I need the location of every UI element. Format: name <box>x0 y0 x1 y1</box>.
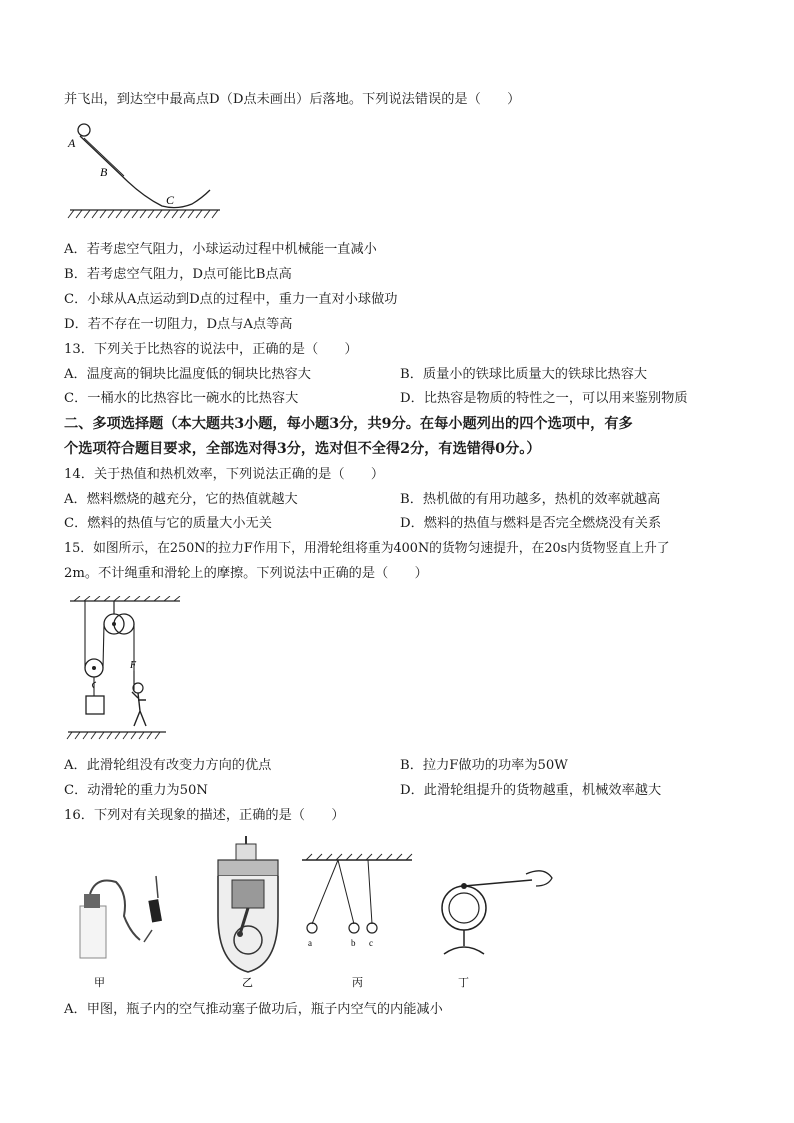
point-a-label: A <box>68 136 76 150</box>
q13-option-b: B．质量小的铁球比质量大的铁球比热容大 <box>400 367 648 382</box>
pendulum-figure <box>302 854 412 948</box>
section2-heading-line1: 二、多项选择题（本大题共3小题，每小题3分，共9分。在每小题列出的四个选项中，有多 <box>64 416 633 432</box>
q15-stem-line1: 15．如图所示，在250N的拉力F作用下，用滑轮组将重为400N的货物匀速提升，在20s内货物竖直上升了 <box>64 541 670 556</box>
section2-heading-line2: 个选项符合题目要求，全部选对得3分，选对但不全得2分，有选错得0分。） <box>64 441 541 457</box>
q15-option-c: C．动滑轮的重力为50N <box>64 783 208 798</box>
q16-option-a: A．甲图，瓶子内的空气推动塞子做功后，瓶子内空气的内能减小 <box>64 1002 443 1017</box>
q12-option-a: A．若考虑空气阻力，小球运动过程中机械能一直减小 <box>64 242 377 257</box>
point-b-label: B <box>100 165 108 179</box>
q15-stem-line2: 2m。不计绳重和滑轮上的摩擦。下列说法中正确的是（ ） <box>64 566 428 581</box>
caption-ding: 丁 <box>458 977 469 989</box>
q13-option-d: D．比热容是物质的特性之一，可以用来鉴别物质 <box>400 391 688 406</box>
q14-stem: 14．关于热值和热机效率，下列说法正确的是（ ） <box>64 467 385 482</box>
q14-option-d: D．燃料的热值与燃料是否完全燃烧没有关系 <box>400 516 662 531</box>
q12-stem-tail: 并飞出，到达空中最高点D（D点未画出）后落地。下列说法错误的是（ ） <box>64 92 521 107</box>
q15-option-a: A．此滑轮组没有改变力方向的优点 <box>64 758 272 773</box>
q13-stem: 13．下列关于比热容的说法中，正确的是（ ） <box>64 342 358 357</box>
q14-option-c: C．燃料的热值与它的质量大小无关 <box>64 516 272 531</box>
q13-option-a: A．温度高的铜块比温度低的铜块比热容大 <box>64 367 311 382</box>
ring-figure <box>442 871 552 954</box>
q12-option-c: C．小球从A点运动到D点的过程中，重力一直对小球做功 <box>64 292 398 307</box>
point-c-label: C <box>166 193 175 207</box>
q14-option-b: B．热机做的有用功越多，热机的效率就越高 <box>400 492 661 507</box>
q15-option-b: B．拉力F做功的功率为50W <box>400 758 568 773</box>
q12-option-d: D．若不存在一切阻力，D点与A点等高 <box>64 317 293 332</box>
caption-jia: 甲 <box>94 977 105 989</box>
caption-yi: 乙 <box>242 977 253 989</box>
bottle-figure <box>80 876 162 958</box>
force-f-label: F <box>130 660 137 671</box>
q13-option-c: C．一桶水的比热容比一碗水的比热容大 <box>64 391 299 406</box>
engine-figure <box>218 836 278 972</box>
ball-c-label: c <box>369 938 373 948</box>
q15-option-d: D．此滑轮组提升的货物越重，机械效率越大 <box>400 783 662 798</box>
ball-a-label: a <box>308 938 312 948</box>
q16-figures <box>66 836 556 992</box>
q15-pulley-figure <box>66 596 186 746</box>
q14-option-a: A．燃料燃烧的越充分，它的热值就越大 <box>64 492 298 507</box>
ball-b-label: b <box>351 938 356 948</box>
caption-bing: 丙 <box>352 977 363 989</box>
ball-icon <box>78 124 90 136</box>
q12-option-b: B．若考虑空气阻力，D点可能比B点高 <box>64 267 292 282</box>
q12-ramp-figure <box>62 118 222 224</box>
q16-stem: 16．下列对有关现象的描述，正确的是（ ） <box>64 808 345 823</box>
